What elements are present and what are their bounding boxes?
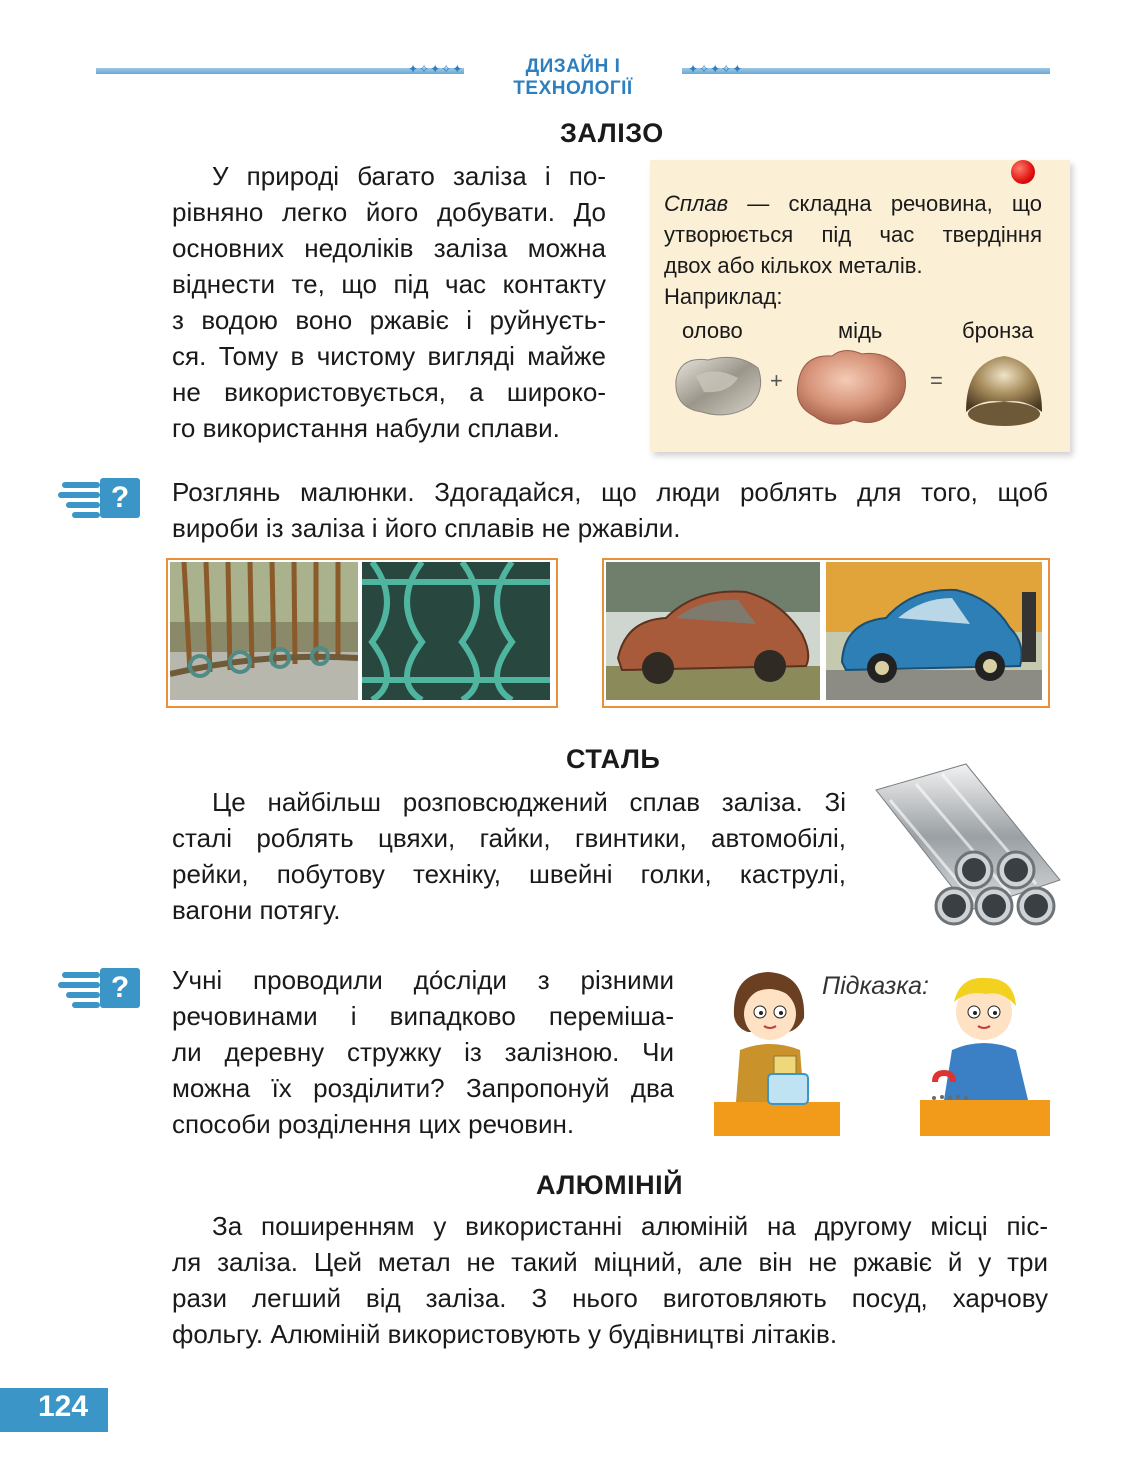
steel-paragraph (172, 784, 846, 928)
steel-heading: СТАЛЬ (566, 744, 661, 774)
page-number: 124 (38, 1390, 89, 1423)
alloy-example-label: Наприклад: (664, 284, 783, 309)
question2-line: Учні проводили до́сліди з різними (172, 965, 674, 995)
steel-line: сталі роблять цвяхи, гайки, гвинтики, автомобілі, (172, 823, 846, 853)
alloy-term: Сплав (664, 191, 729, 216)
question-icon-stroke (72, 1002, 100, 1008)
metal-label-copper: мідь (838, 318, 883, 343)
question-icon-stroke (58, 492, 100, 498)
bronze-image (962, 352, 1046, 432)
plus-sign: + (770, 368, 783, 393)
question-icon-stroke (58, 982, 100, 988)
question-mark: ? (100, 478, 140, 518)
question-icon (58, 476, 140, 520)
aluminium-line: За поширенням у використанні алюміній на другому місці піс- (212, 1211, 1048, 1241)
iron-line: з водою воно ржавіє і руйнуєть- (172, 305, 606, 335)
aluminium-heading: АЛЮМІНІЙ (536, 1170, 684, 1200)
question1-text (172, 474, 1048, 546)
alloy-definition-line: утворюється під час твердіння (664, 222, 1042, 247)
question2-line: ли деревну стружку із залізною. Чи (172, 1037, 674, 1067)
iron-line: У природі багато заліза і по- (212, 161, 606, 191)
question1-line: Розглянь малюнки. Здогадайся, що люди роблять для того, щоб (172, 477, 1048, 507)
question-icon-stroke (62, 972, 100, 978)
question2-line: способи розділення цих речовин. (172, 1109, 575, 1139)
boy-magnet-illustration (920, 972, 1050, 1136)
iron-line: віднести те, що під час контакту (172, 269, 606, 299)
question-icon-stroke (66, 502, 100, 508)
equals-sign: = (930, 368, 943, 393)
question1-line: вироби із заліза і його сплавів не ржавіли. (172, 513, 681, 543)
aluminium-line: фольгу. Алюміній використовують у будівництві літаків. (172, 1319, 838, 1349)
steel-line: Це найбільш розповсюджений сплав заліза. Зі (212, 787, 846, 817)
header-title: ДИЗАЙН І ТЕХНОЛОГІЇ (513, 56, 633, 99)
steel-pipes-image (870, 760, 1074, 936)
question-icon-stroke (72, 512, 100, 518)
aluminium-line: ля заліза. Цей метал не такий міцний, але він не ржавіє й у три (172, 1247, 1048, 1277)
blue-car-photo (826, 562, 1042, 700)
alloy-definition-line: двох або кількох металів. (664, 253, 923, 278)
metal-label-bronze: бронза (962, 318, 1034, 343)
steel-line: вагони потягу. (172, 895, 341, 925)
pin-icon (1011, 160, 1035, 184)
iron-line: не використовується, а широко- (172, 377, 606, 407)
iron-line: рівняно легко його добувати. До (172, 197, 606, 227)
question2-text (172, 962, 674, 1142)
iron-line: го використання набули сплави. (172, 413, 560, 443)
aluminium-paragraph (172, 1208, 1048, 1352)
header-ornament-left: ✦✧✦✧✦ (408, 62, 464, 76)
girl-water-illustration (714, 966, 840, 1136)
hint-label: Підказка: (822, 972, 929, 1000)
question-icon (58, 966, 140, 1010)
steel-line: рейки, побутову техніку, швейні голки, каструлі, (172, 859, 846, 889)
iron-line: ся. Тому в чистому вигляді майже (172, 341, 606, 371)
metal-label-tin: олово (682, 318, 743, 343)
tin-image (668, 350, 768, 422)
question2-line: можна їх розділити? Запропонуй два (172, 1073, 674, 1103)
alloy-definition-start: — складна речовина, що (728, 191, 1042, 216)
rusty-fence-photo (170, 562, 358, 700)
alloy-note-text (664, 188, 1042, 312)
copper-image (792, 344, 912, 432)
header-ornament-right: ✦✧✦✧✦ (688, 62, 744, 76)
rusty-car-photo (606, 562, 820, 700)
question-mark: ? (100, 968, 140, 1008)
iron-heading: ЗАЛІЗО (560, 118, 664, 148)
iron-line: основних недоліків заліза можна (172, 233, 606, 263)
question-icon-stroke (66, 992, 100, 998)
alloy-definition-line (664, 188, 1042, 219)
aluminium-line: рази легший від заліза. З нього виготовляють посуд, харчову (172, 1283, 1048, 1313)
iron-paragraph (172, 158, 606, 446)
painted-fence-photo (362, 562, 550, 700)
question2-line: речовинами і випадково переміша- (172, 1001, 674, 1031)
question-icon-stroke (62, 482, 100, 488)
